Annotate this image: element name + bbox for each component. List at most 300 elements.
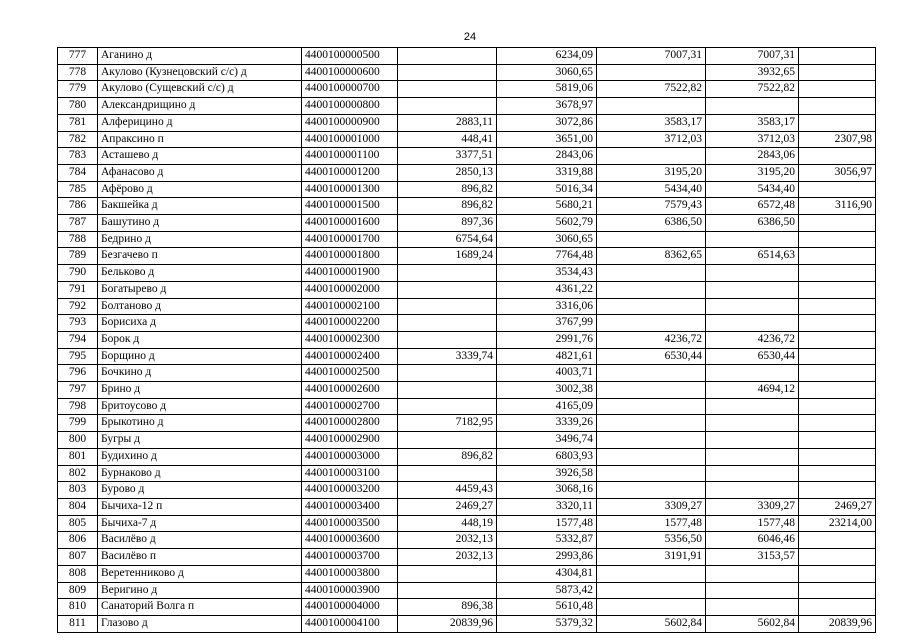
settlement-name-cell: Безгачево п — [98, 248, 302, 265]
value-col-5-cell — [799, 599, 876, 616]
settlement-code-cell: 4400100001800 — [302, 248, 398, 265]
table-row — [58, 415, 876, 432]
settlement-name-cell: Глазово д — [98, 615, 302, 632]
value-col-4-cell — [706, 432, 799, 449]
value-col-4-cell: 3153,57 — [706, 549, 799, 566]
row-number-cell: 806 — [58, 532, 98, 549]
value-col-4-cell: 3583,17 — [706, 114, 799, 131]
page-number: 24 — [463, 31, 477, 43]
settlement-name-cell: Афанасово д — [98, 164, 302, 181]
table-row — [58, 81, 876, 98]
value-col-5-cell: 3116,90 — [799, 198, 876, 215]
settlement-code-cell: 4400100003600 — [302, 532, 398, 549]
settlement-code-cell: 4400100001600 — [302, 215, 398, 232]
value-col-3-cell — [597, 415, 706, 432]
value-col-2-cell: 6234,09 — [497, 48, 597, 65]
table-row — [58, 365, 876, 382]
settlement-name-cell: Богатырево д — [98, 281, 302, 298]
value-col-1-cell — [398, 281, 497, 298]
value-col-4-cell: 1577,48 — [706, 515, 799, 532]
value-col-1-cell — [398, 81, 497, 98]
row-number-cell: 809 — [58, 582, 98, 599]
value-col-4-cell — [706, 599, 799, 616]
table-row — [58, 181, 876, 198]
settlement-code-cell: 4400100003100 — [302, 465, 398, 482]
settlement-code-cell: 4400100001000 — [302, 131, 398, 148]
value-col-2-cell: 5332,87 — [497, 532, 597, 549]
settlement-name-cell: Брино д — [98, 382, 302, 399]
settlement-name-cell: Акулово (Кузнецовский с/с) д — [98, 64, 302, 81]
value-col-3-cell — [597, 448, 706, 465]
value-col-2-cell: 3534,43 — [497, 265, 597, 282]
value-col-4-cell — [706, 415, 799, 432]
value-col-3-cell: 3712,03 — [597, 131, 706, 148]
table-row — [58, 382, 876, 399]
value-col-2-cell: 4821,61 — [497, 348, 597, 365]
row-number-cell: 785 — [58, 181, 98, 198]
value-col-3-cell — [597, 382, 706, 399]
value-col-2-cell: 3068,16 — [497, 482, 597, 499]
value-col-1-cell — [398, 432, 497, 449]
value-col-2-cell: 4304,81 — [497, 565, 597, 582]
row-number-cell: 797 — [58, 382, 98, 399]
value-col-1-cell: 20839,96 — [398, 615, 497, 632]
value-col-4-cell — [706, 565, 799, 582]
settlement-name-cell: Бурово д — [98, 482, 302, 499]
value-col-2-cell: 4003,71 — [497, 365, 597, 382]
value-col-2-cell: 5602,79 — [497, 215, 597, 232]
value-col-3-cell: 3309,27 — [597, 498, 706, 515]
row-number-cell: 787 — [58, 215, 98, 232]
value-col-4-cell: 3195,20 — [706, 164, 799, 181]
value-col-2-cell: 3496,74 — [497, 432, 597, 449]
settlement-code-cell: 4400100003800 — [302, 565, 398, 582]
value-col-1-cell — [398, 465, 497, 482]
value-col-2-cell: 3651,00 — [497, 131, 597, 148]
value-col-3-cell: 3583,17 — [597, 114, 706, 131]
table-row — [58, 148, 876, 165]
row-number-cell: 780 — [58, 98, 98, 115]
value-col-4-cell — [706, 482, 799, 499]
table-row — [58, 131, 876, 148]
row-number-cell: 810 — [58, 599, 98, 616]
row-number-cell: 811 — [58, 615, 98, 632]
table-row — [58, 599, 876, 616]
row-number-cell: 800 — [58, 432, 98, 449]
value-col-1-cell: 4459,43 — [398, 482, 497, 499]
value-col-4-cell: 4236,72 — [706, 331, 799, 348]
table-row — [58, 298, 876, 315]
row-number-cell: 788 — [58, 231, 98, 248]
table-row — [58, 482, 876, 499]
settlement-name-cell: Бритоусово д — [98, 398, 302, 415]
settlement-code-cell: 4400100003200 — [302, 482, 398, 499]
value-col-1-cell — [398, 298, 497, 315]
settlement-code-cell: 4400100002900 — [302, 432, 398, 449]
settlement-code-cell: 4400100003500 — [302, 515, 398, 532]
settlement-name-cell: Александрищино д — [98, 98, 302, 115]
settlement-name-cell: Брыкотино д — [98, 415, 302, 432]
value-col-3-cell: 4236,72 — [597, 331, 706, 348]
settlement-code-cell: 4400100002700 — [302, 398, 398, 415]
value-col-1-cell: 448,19 — [398, 515, 497, 532]
settlement-name-cell: Бурнаково д — [98, 465, 302, 482]
settlement-code-cell: 4400100000700 — [302, 81, 398, 98]
table-row — [58, 498, 876, 515]
value-col-5-cell — [799, 398, 876, 415]
value-col-4-cell: 6530,44 — [706, 348, 799, 365]
settlement-code-cell: 4400100002600 — [302, 382, 398, 399]
settlement-code-cell: 4400100000800 — [302, 98, 398, 115]
row-number-cell: 777 — [58, 48, 98, 65]
settlement-code-cell: 4400100002000 — [302, 281, 398, 298]
settlement-code-cell: 4400100002800 — [302, 415, 398, 432]
row-number-cell: 784 — [58, 164, 98, 181]
row-number-cell: 808 — [58, 565, 98, 582]
value-col-3-cell — [597, 148, 706, 165]
value-col-1-cell: 3377,51 — [398, 148, 497, 165]
settlement-name-cell: Борщино д — [98, 348, 302, 365]
settlement-name-cell: Борок д — [98, 331, 302, 348]
value-col-1-cell: 3339,74 — [398, 348, 497, 365]
value-col-4-cell — [706, 365, 799, 382]
settlement-code-cell: 4400100003400 — [302, 498, 398, 515]
table-row — [58, 532, 876, 549]
value-col-3-cell: 5602,84 — [597, 615, 706, 632]
value-col-5-cell — [799, 348, 876, 365]
row-number-cell: 783 — [58, 148, 98, 165]
value-col-1-cell: 2032,13 — [398, 549, 497, 566]
settlement-code-cell: 4400100001200 — [302, 164, 398, 181]
value-col-3-cell: 5356,50 — [597, 532, 706, 549]
settlement-code-cell: 4400100001300 — [302, 181, 398, 198]
value-col-5-cell — [799, 415, 876, 432]
value-col-2-cell: 5873,42 — [497, 582, 597, 599]
value-col-4-cell — [706, 281, 799, 298]
row-number-cell: 779 — [58, 81, 98, 98]
value-col-2-cell: 2991,76 — [497, 331, 597, 348]
value-col-2-cell: 3002,38 — [497, 382, 597, 399]
value-col-4-cell: 7522,82 — [706, 81, 799, 98]
value-col-1-cell: 896,38 — [398, 599, 497, 616]
settlement-code-cell: 4400100002100 — [302, 298, 398, 315]
row-number-cell: 790 — [58, 265, 98, 282]
value-col-3-cell: 8362,65 — [597, 248, 706, 265]
value-col-4-cell: 2843,06 — [706, 148, 799, 165]
table-row — [58, 281, 876, 298]
value-col-4-cell — [706, 231, 799, 248]
value-col-4-cell: 6514,63 — [706, 248, 799, 265]
value-col-5-cell — [799, 482, 876, 499]
value-col-5-cell — [799, 298, 876, 315]
value-col-5-cell — [799, 465, 876, 482]
value-col-2-cell: 5819,06 — [497, 81, 597, 98]
value-col-3-cell: 7522,82 — [597, 81, 706, 98]
table-row — [58, 448, 876, 465]
value-col-1-cell — [398, 265, 497, 282]
value-col-3-cell — [597, 365, 706, 382]
value-col-4-cell — [706, 448, 799, 465]
row-number-cell: 794 — [58, 331, 98, 348]
settlement-code-cell: 4400100001700 — [302, 231, 398, 248]
table-row — [58, 198, 876, 215]
value-col-3-cell — [597, 565, 706, 582]
value-col-3-cell: 5434,40 — [597, 181, 706, 198]
value-col-2-cell: 2843,06 — [497, 148, 597, 165]
value-col-1-cell: 448,41 — [398, 131, 497, 148]
value-col-5-cell: 3056,97 — [799, 164, 876, 181]
settlement-code-cell: 4400100002200 — [302, 315, 398, 332]
settlement-name-cell: Будихино д — [98, 448, 302, 465]
settlement-name-cell: Веретенниково д — [98, 565, 302, 582]
value-col-1-cell: 6754,64 — [398, 231, 497, 248]
value-col-3-cell: 1577,48 — [597, 515, 706, 532]
settlement-name-cell: Бельково д — [98, 265, 302, 282]
table-row — [58, 432, 876, 449]
settlement-name-cell: Бочкино д — [98, 365, 302, 382]
row-number-cell: 792 — [58, 298, 98, 315]
row-number-cell: 782 — [58, 131, 98, 148]
settlement-name-cell: Бугры д — [98, 432, 302, 449]
value-col-2-cell: 5379,32 — [497, 615, 597, 632]
table-row — [58, 64, 876, 81]
table-row — [58, 164, 876, 181]
table-row — [58, 48, 876, 65]
value-col-3-cell: 6530,44 — [597, 348, 706, 365]
value-col-3-cell — [597, 281, 706, 298]
settlement-code-cell: 4400100002400 — [302, 348, 398, 365]
value-col-2-cell: 3072,86 — [497, 114, 597, 131]
value-col-2-cell: 3060,65 — [497, 231, 597, 248]
row-number-cell: 802 — [58, 465, 98, 482]
row-number-cell: 801 — [58, 448, 98, 465]
value-col-2-cell: 5680,21 — [497, 198, 597, 215]
value-col-5-cell: 2307,98 — [799, 131, 876, 148]
settlement-name-cell: Василёво д — [98, 532, 302, 549]
value-col-5-cell — [799, 265, 876, 282]
value-col-4-cell: 6046,46 — [706, 532, 799, 549]
settlement-name-cell: Бедрино д — [98, 231, 302, 248]
settlement-name-cell: Бакшейка д — [98, 198, 302, 215]
settlement-code-cell: 4400100004100 — [302, 615, 398, 632]
settlement-name-cell: Василёво п — [98, 549, 302, 566]
settlement-name-cell: Болтаново д — [98, 298, 302, 315]
table-row — [58, 231, 876, 248]
settlement-name-cell: Веригино д — [98, 582, 302, 599]
value-col-1-cell: 7182,95 — [398, 415, 497, 432]
value-col-3-cell — [597, 298, 706, 315]
settlement-name-cell: Санаторий Волга п — [98, 599, 302, 616]
value-col-2-cell: 7764,48 — [497, 248, 597, 265]
table-row — [58, 331, 876, 348]
value-col-3-cell — [597, 315, 706, 332]
value-col-1-cell: 897,36 — [398, 215, 497, 232]
row-number-cell: 786 — [58, 198, 98, 215]
value-col-3-cell — [597, 265, 706, 282]
value-col-4-cell: 5434,40 — [706, 181, 799, 198]
settlement-name-cell: Аганино д — [98, 48, 302, 65]
value-col-2-cell: 3926,58 — [497, 465, 597, 482]
value-col-5-cell — [799, 382, 876, 399]
value-col-5-cell — [799, 281, 876, 298]
settlement-code-cell: 4400100001900 — [302, 265, 398, 282]
value-col-1-cell — [398, 331, 497, 348]
table-row — [58, 215, 876, 232]
settlement-code-cell: 4400100004000 — [302, 599, 398, 616]
table-row — [58, 265, 876, 282]
row-number-cell: 807 — [58, 549, 98, 566]
value-col-2-cell: 5610,48 — [497, 599, 597, 616]
table-row — [58, 315, 876, 332]
value-col-5-cell — [799, 81, 876, 98]
settlement-name-cell: Башутино д — [98, 215, 302, 232]
value-col-5-cell — [799, 64, 876, 81]
value-col-4-cell: 3309,27 — [706, 498, 799, 515]
settlement-name-cell: Асташево д — [98, 148, 302, 165]
settlement-code-cell: 4400100000600 — [302, 64, 398, 81]
value-col-5-cell — [799, 532, 876, 549]
row-number-cell: 781 — [58, 114, 98, 131]
value-col-4-cell — [706, 298, 799, 315]
value-col-2-cell: 3339,26 — [497, 415, 597, 432]
value-col-5-cell: 2469,27 — [799, 498, 876, 515]
value-col-2-cell: 3320,11 — [497, 498, 597, 515]
value-col-4-cell — [706, 465, 799, 482]
value-col-4-cell: 5602,84 — [706, 615, 799, 632]
value-col-3-cell: 3195,20 — [597, 164, 706, 181]
value-col-1-cell: 1689,24 — [398, 248, 497, 265]
value-col-2-cell: 3678,97 — [497, 98, 597, 115]
settlement-code-cell: 4400100002300 — [302, 331, 398, 348]
value-col-1-cell: 2469,27 — [398, 498, 497, 515]
value-col-2-cell: 3319,88 — [497, 164, 597, 181]
value-col-3-cell — [597, 64, 706, 81]
settlement-name-cell: Афёрово д — [98, 181, 302, 198]
value-col-4-cell: 6572,48 — [706, 198, 799, 215]
table-row — [58, 565, 876, 582]
table-row — [58, 615, 876, 632]
value-col-2-cell: 3767,99 — [497, 315, 597, 332]
value-col-4-cell: 3712,03 — [706, 131, 799, 148]
row-number-cell: 789 — [58, 248, 98, 265]
value-col-5-cell — [799, 114, 876, 131]
row-number-cell: 804 — [58, 498, 98, 515]
row-number-cell: 778 — [58, 64, 98, 81]
settlement-name-cell: Апраксино п — [98, 131, 302, 148]
row-number-cell: 799 — [58, 415, 98, 432]
value-col-1-cell — [398, 398, 497, 415]
value-col-3-cell — [597, 599, 706, 616]
value-col-2-cell: 6803,93 — [497, 448, 597, 465]
value-col-3-cell — [597, 98, 706, 115]
value-col-2-cell: 5016,34 — [497, 181, 597, 198]
value-col-3-cell — [597, 482, 706, 499]
value-col-5-cell — [799, 181, 876, 198]
value-col-3-cell — [597, 465, 706, 482]
value-col-5-cell — [799, 248, 876, 265]
value-col-5-cell — [799, 565, 876, 582]
value-col-5-cell: 20839,96 — [799, 615, 876, 632]
value-col-5-cell — [799, 549, 876, 566]
value-col-1-cell — [398, 365, 497, 382]
row-number-cell: 791 — [58, 281, 98, 298]
value-col-3-cell: 7579,43 — [597, 198, 706, 215]
value-col-1-cell: 896,82 — [398, 198, 497, 215]
table-row — [58, 248, 876, 265]
row-number-cell: 798 — [58, 398, 98, 415]
value-col-1-cell: 2883,11 — [398, 114, 497, 131]
value-col-3-cell — [597, 231, 706, 248]
table-body — [58, 48, 876, 633]
value-col-5-cell: 23214,00 — [799, 515, 876, 532]
value-col-2-cell: 4165,09 — [497, 398, 597, 415]
value-col-3-cell — [597, 398, 706, 415]
value-col-5-cell — [799, 231, 876, 248]
settlement-code-cell: 4400100000900 — [302, 114, 398, 131]
value-col-4-cell — [706, 582, 799, 599]
value-col-4-cell: 3932,65 — [706, 64, 799, 81]
value-col-5-cell — [799, 98, 876, 115]
value-col-2-cell: 3316,06 — [497, 298, 597, 315]
settlement-code-cell: 4400100002500 — [302, 365, 398, 382]
value-col-1-cell: 896,82 — [398, 448, 497, 465]
value-col-3-cell — [597, 432, 706, 449]
value-col-2-cell: 3060,65 — [497, 64, 597, 81]
settlement-code-cell: 4400100003000 — [302, 448, 398, 465]
settlement-code-cell: 4400100001100 — [302, 148, 398, 165]
value-col-4-cell: 7007,31 — [706, 48, 799, 65]
settlement-rates-table — [57, 47, 876, 633]
row-number-cell: 795 — [58, 348, 98, 365]
settlement-name-cell: Бычиха-7 д — [98, 515, 302, 532]
table-row — [58, 549, 876, 566]
row-number-cell: 805 — [58, 515, 98, 532]
settlement-name-cell: Бычиха-12 п — [98, 498, 302, 515]
value-col-5-cell — [799, 448, 876, 465]
value-col-4-cell: 4694,12 — [706, 382, 799, 399]
value-col-1-cell: 2032,13 — [398, 532, 497, 549]
value-col-1-cell — [398, 582, 497, 599]
value-col-1-cell — [398, 98, 497, 115]
row-number-cell: 803 — [58, 482, 98, 499]
value-col-5-cell — [799, 215, 876, 232]
settlement-name-cell: Акулово (Сущевский с/с) д — [98, 81, 302, 98]
value-col-1-cell — [398, 382, 497, 399]
value-col-5-cell — [799, 148, 876, 165]
value-col-5-cell — [799, 582, 876, 599]
value-col-5-cell — [799, 48, 876, 65]
value-col-4-cell — [706, 398, 799, 415]
value-col-4-cell — [706, 98, 799, 115]
table-row — [58, 114, 876, 131]
value-col-1-cell: 896,82 — [398, 181, 497, 198]
value-col-4-cell: 6386,50 — [706, 215, 799, 232]
value-col-3-cell: 3191,91 — [597, 549, 706, 566]
value-col-1-cell — [398, 315, 497, 332]
value-col-1-cell — [398, 48, 497, 65]
value-col-5-cell — [799, 315, 876, 332]
table-row — [58, 348, 876, 365]
value-col-4-cell — [706, 265, 799, 282]
settlement-name-cell: Борисиха д — [98, 315, 302, 332]
settlement-code-cell: 4400100000500 — [302, 48, 398, 65]
value-col-2-cell: 1577,48 — [497, 515, 597, 532]
table-row — [58, 398, 876, 415]
value-col-1-cell: 2850,13 — [398, 164, 497, 181]
table-row — [58, 582, 876, 599]
value-col-5-cell — [799, 432, 876, 449]
value-col-4-cell — [706, 315, 799, 332]
